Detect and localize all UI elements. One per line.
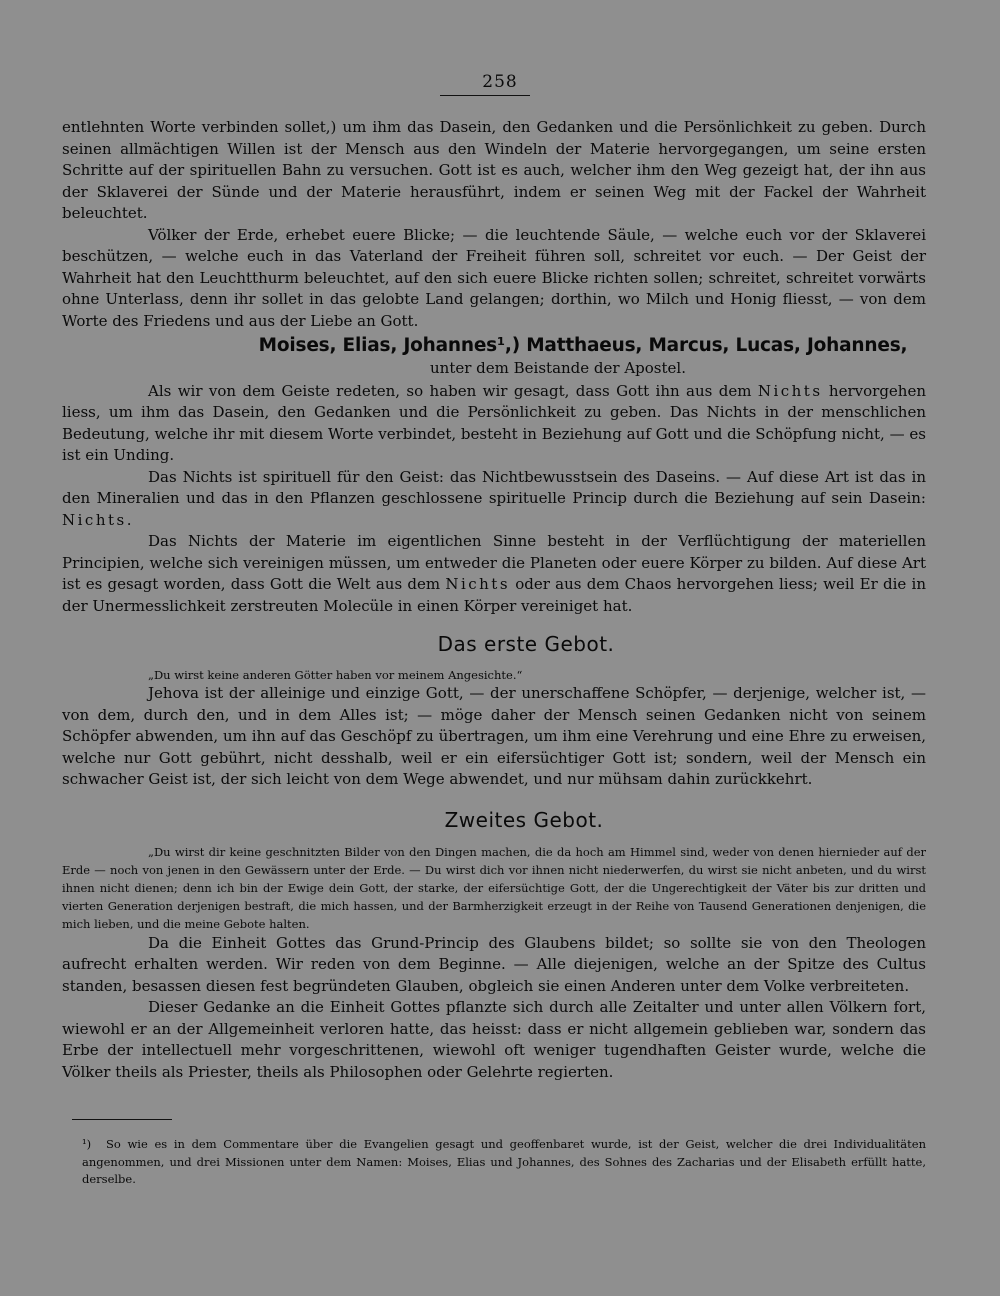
paragraph-3-text-b: hervorgehen liess, um ihm das Dasein, den Gedanken und die Persönlichkeit zu geben. Das Nichts in der menschlichen Bedeutung, welche ihr mit diesem Worte verbindet, besteht in Beziehung auf Gott und die Schöpfung nicht, — es ist ein Unding. bbox=[62, 381, 926, 464]
paragraph-8: Dieser Gedanke an die Einheit Gottes pflanzte sich durch alle Zeitalter und unter allen Völkern fort, wiewohl er an der Allgemeinheit verloren hatte, das heisst: dass er nicht allgemein geblieben war, sondern das Erbe der intellectuell mehr vorgeschrittenen, wiewohl oft weniger tugendhaften Geister wurde, welche die Völker theils als Priester, theils als Philosophen oder Gelehrte regierten. bbox=[62, 998, 926, 1081]
paragraph-1: entlehnten Worte verbinden sollet,) um ihm das Dasein, den Gedanken und die Persönlichkeit zu geben. Durch seinen allmächtigen Willen ist der Mensch aus den Windeln der Materie hervorgegangen, um seine ersten Schritte auf der spirituellen Bahn zu versuchen. Gott ist es auch, welcher ihm den Weg gezeigt hat, der ihn aus der Sklaverei der Sünde und der Materie herausführt, indem er seinen Weg mit der Fackel der Wahrheit beleuchtet. bbox=[62, 118, 926, 222]
footnote-marker: ¹) bbox=[82, 1137, 92, 1151]
spaced-word-nichts: Nichts bbox=[445, 575, 511, 593]
page-number: 258 bbox=[482, 72, 518, 92]
page-number-rule bbox=[440, 95, 530, 96]
paragraph-3-text-a: Als wir von dem Geiste redeten, so haben wir gesagt, dass Gott ihn aus dem bbox=[148, 381, 758, 400]
paragraph-2: Völker der Erde, erhebet euere Blicke; — die leuchtende Säule, — welche euch vor der Sklaverei beschützen, — welche euch in das Vaterland der Freiheit führen soll, schreitet vor euch. — Der Geist der Wahrheit hat den Leuchtthurm beleuchtet, auf den sich euere Blicke richten sollen; schreitet, schreitet vorwärts ohne Unterlass, denn ihr sollet in das gelobte Land gelangen; dorthin, wo Milch und Honig fliesst, — von dem Worte des Friedens und aus der Liebe an Gott. bbox=[62, 225, 926, 330]
spaced-word-nichts: Nichts bbox=[757, 381, 823, 400]
page-body bbox=[62, 117, 926, 1083]
paragraph-5 bbox=[62, 531, 926, 617]
paragraph-6: Jehova ist der alleinige und einzige Gott, — der unerschaffene Schöpfer, — derjenige, welcher ist, — von dem, durch den, und in dem Alles ist; — möge daher der Mensch seinen Gedanken nicht von seinem Schöpfer abwenden, um ihn auf das Geschöpf zu übertragen, um ihm eine Verehrung und eine Ehre zu erweisen, welche nur Gott gebührt, nicht desshalb, weil er ein eifersüchtiger Gott ist; sondern, weil der Mensch ein schwacher Geist ist, der sich leicht von dem Wege abwendet, und nur mühsam dahin zurückkehrt. bbox=[62, 684, 926, 788]
paragraph-7: Da die Einheit Gottes das Grund-Princip des Glaubens bildet; so sollte sie von den Theologen aufrecht erhalten werden. Wir reden von dem Beginne. — Alle diejenigen, welche an der Spitze des Cultus standen, besassen diesen fest begründeten Glauben, obgleich sie einen Anderen unter dem Volke verbreiteten. bbox=[62, 933, 926, 995]
authors-signature: Moises, Elias, Johannes¹,) Matthaeus, Marcus, Lucas, Johannes, bbox=[258, 335, 908, 356]
section-heading-first-commandment: Das erste Gebot. bbox=[437, 632, 615, 656]
paragraph-5-text-a: Das Nichts der Materie im eigentlichen Sinne besteht in der Verflüchtigung der materiellen Principien, welche sich vereinigen müssen, um entweder die Planeten oder euere Körper zu bilden. Auf diese Art ist es gesagt worden, dass Gott die Welt aus dem bbox=[62, 532, 926, 593]
paragraph-4-text-a: Das Nichts ist spirituell für den Geist: das Nichtbewusstsein des Daseins. — Auf diese Art ist das in den Mineralien und das in den Pflanzen geschlossene spirituelle Princip durch die Beziehung auf sein Dasein: bbox=[62, 467, 926, 507]
authors-subtitle: unter dem Beistande der Apostel. bbox=[430, 359, 686, 377]
footnote-rule bbox=[72, 1119, 172, 1120]
spaced-word-nichts: Nichts. bbox=[62, 510, 134, 529]
paragraph-3 bbox=[62, 381, 926, 467]
commandment-quote-1: „Du wirst keine anderen Götter haben vor meinem Angesichte.“ bbox=[148, 668, 523, 682]
footnote-text: So wie es in dem Commentare über die Evangelien gesagt und geoffenbaret wurde, ist der Geist, welcher die drei Individualitäten angenommen, und drei Missionen unter dem Namen: Moises, Elias und Johannes, des Sohnes des Zacharias und der Elisabeth erfüllt hatte, derselbe. bbox=[82, 1137, 926, 1186]
paragraph-5-text-b: oder aus dem Chaos hervorgehen liess; weil Er die in der Unermesslichkeit zerstreuten Molecüle in einen Körper vereiniget hat. bbox=[62, 575, 926, 615]
paragraph-4 bbox=[62, 467, 926, 532]
commandment-quote-2: „Du wirst dir keine geschnitzten Bilder von den Dingen machen, die da hoch am Himmel sind, weder von denen hiernieder auf der Erde — noch von jenen in den Gewässern unter der Erde. — Du wirst dich vor ihnen nicht niederwerfen, du wirst sie nicht anbeten, und du wirst ihnen nicht dienen; denn ich bin der Ewige dein Gott, der starke, der eifersüchtige Gott, der die Ungerechtigkeit der Väter bis zur dritten und vierten Generation derjenigen bestraft, die mich hassen, und der Barmherzigkeit erzeugt in der Reihe von Tausend Generationen denjenigen, die mich lieben, und die meine Gebote halten. bbox=[62, 844, 926, 931]
footnote bbox=[82, 1136, 926, 1189]
section-heading-second-commandment: Zweites Gebot. bbox=[444, 807, 604, 832]
